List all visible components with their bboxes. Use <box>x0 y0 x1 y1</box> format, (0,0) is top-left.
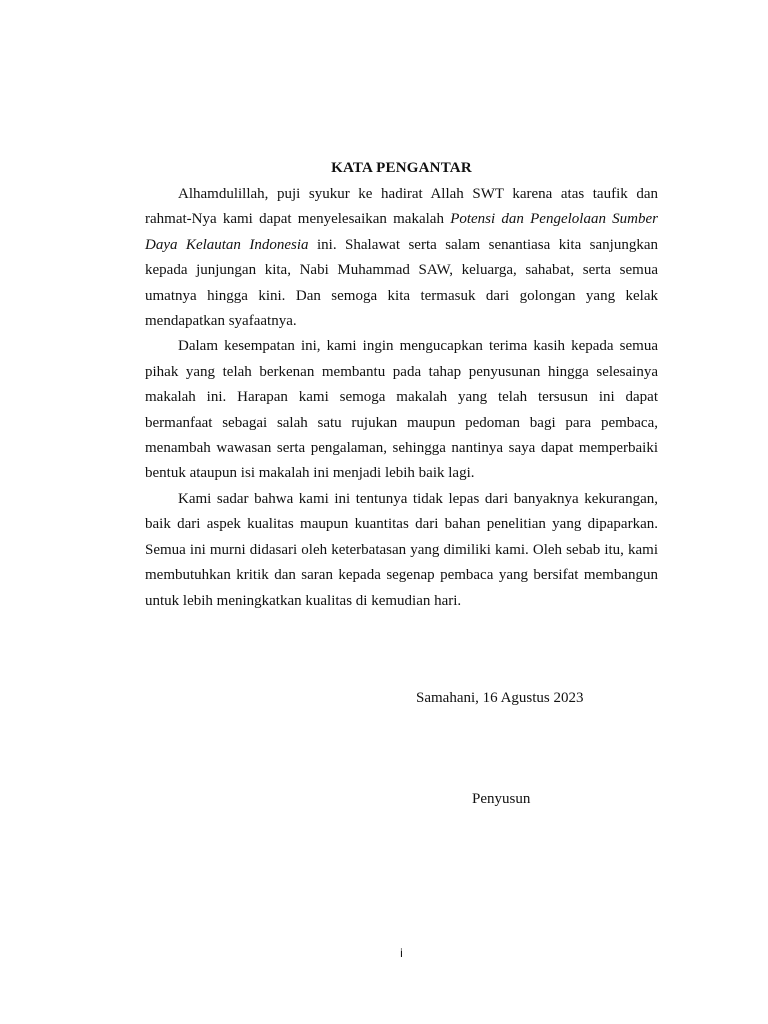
body-text <box>145 182 658 614</box>
paper-title-italic: Potensi dan Pengelolaan Sumber Daya Kelautan Indonesia <box>145 211 659 253</box>
page-number: i <box>400 946 403 960</box>
place-date: Samahani, 16 Agustus 2023 <box>416 690 584 706</box>
paragraph-2: Dalam kesempatan ini, kami ingin mengucapkan terima kasih kepada semua pihak yang telah berkenan membantu pada tahap penyusunan hingga selesainya makalah ini. Harapan kami semoga makalah yang telah tersusun ini dapat bermanfaat sebagai salah satu rujukan maupun pedoman bagi para pembaca, menambah wawasan serta pengalaman, sehingga nantinya saya dapat memperbaiki bentuk ataupun isi makalah ini menjadi lebih baik lagi. <box>145 338 658 482</box>
paragraph-1-text-end: ini. Shalawat serta salam senantiasa kita sanjungkan kepada junjungan kita, Nabi Muhammad SAW, keluarga, sahabat, serta semua umatnya hingga kini. Dan semoga kita termasuk dari golongan yang kelak mendapatkan syafaatnya. <box>145 236 658 330</box>
paragraph-1-text-start: Alhamdulillah, puji syukur ke hadirat Allah SWT karena atas taufik dan rahmat-Nya kami dapat menyelesaikan makalah <box>145 186 658 228</box>
page-title: KATA PENGANTAR <box>331 160 472 176</box>
paragraph-1 <box>145 182 658 334</box>
author-signoff: Penyusun <box>472 791 531 807</box>
paragraph-3: Kami sadar bahwa kami ini tentunya tidak lepas dari banyaknya kekurangan, baik dari aspek kualitas maupun kuantitas dari bahan penelitian yang dipaparkan. Semua ini murni didasari oleh keterbatasan yang dimiliki kami. Oleh sebab itu, kami membutuhkan kritik dan saran kepada segenap pembaca yang bersifat membangun untuk lebih meningkatkan kualitas di kemudian hari. <box>145 490 658 609</box>
